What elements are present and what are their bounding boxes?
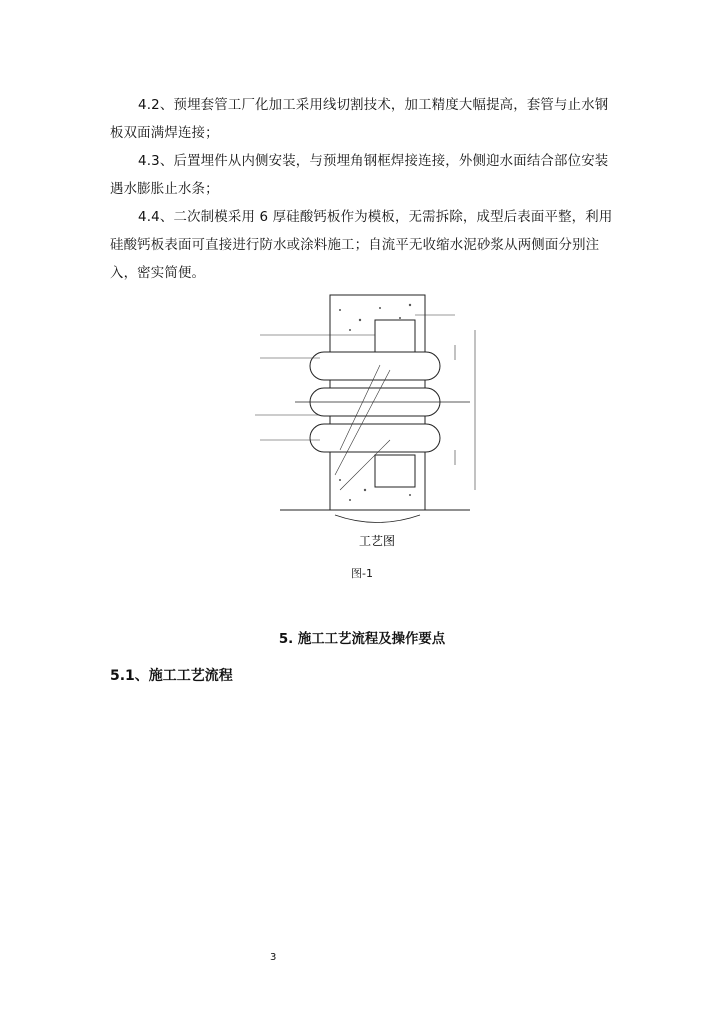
subsection-heading: 5.1、施工工艺流程 (110, 668, 233, 684)
figure-caption: 图-1 (351, 567, 373, 580)
figure-inner-caption: 工艺图 (358, 534, 396, 548)
paragraph-4-3: 4.3、后置埋件从内侧安装，与预埋角钢框焊接连接，外侧迎水面结合部位安装遇水膨胀止水条； (110, 154, 609, 197)
section-heading: 5. 施工工艺流程及操作要点 (278, 632, 446, 647)
paragraph-4-4: 4.4、二次制模采用 6 厚硅酸钙板作为模板，无需拆除，成型后表面平整，利用硅酸钙板表面可直接进行防水或涂料施工；自流平无收缩水泥砂浆从两侧面分别注入，密实简便。 (110, 210, 613, 281)
construction-diagram (240, 290, 490, 560)
paragraph-4-2: 4.2、预埋套管工厂化加工采用线切割技术，加工精度大幅提高，套管与止水钢板双面满焊连接； (110, 98, 609, 141)
page-number: 3 (270, 952, 277, 963)
